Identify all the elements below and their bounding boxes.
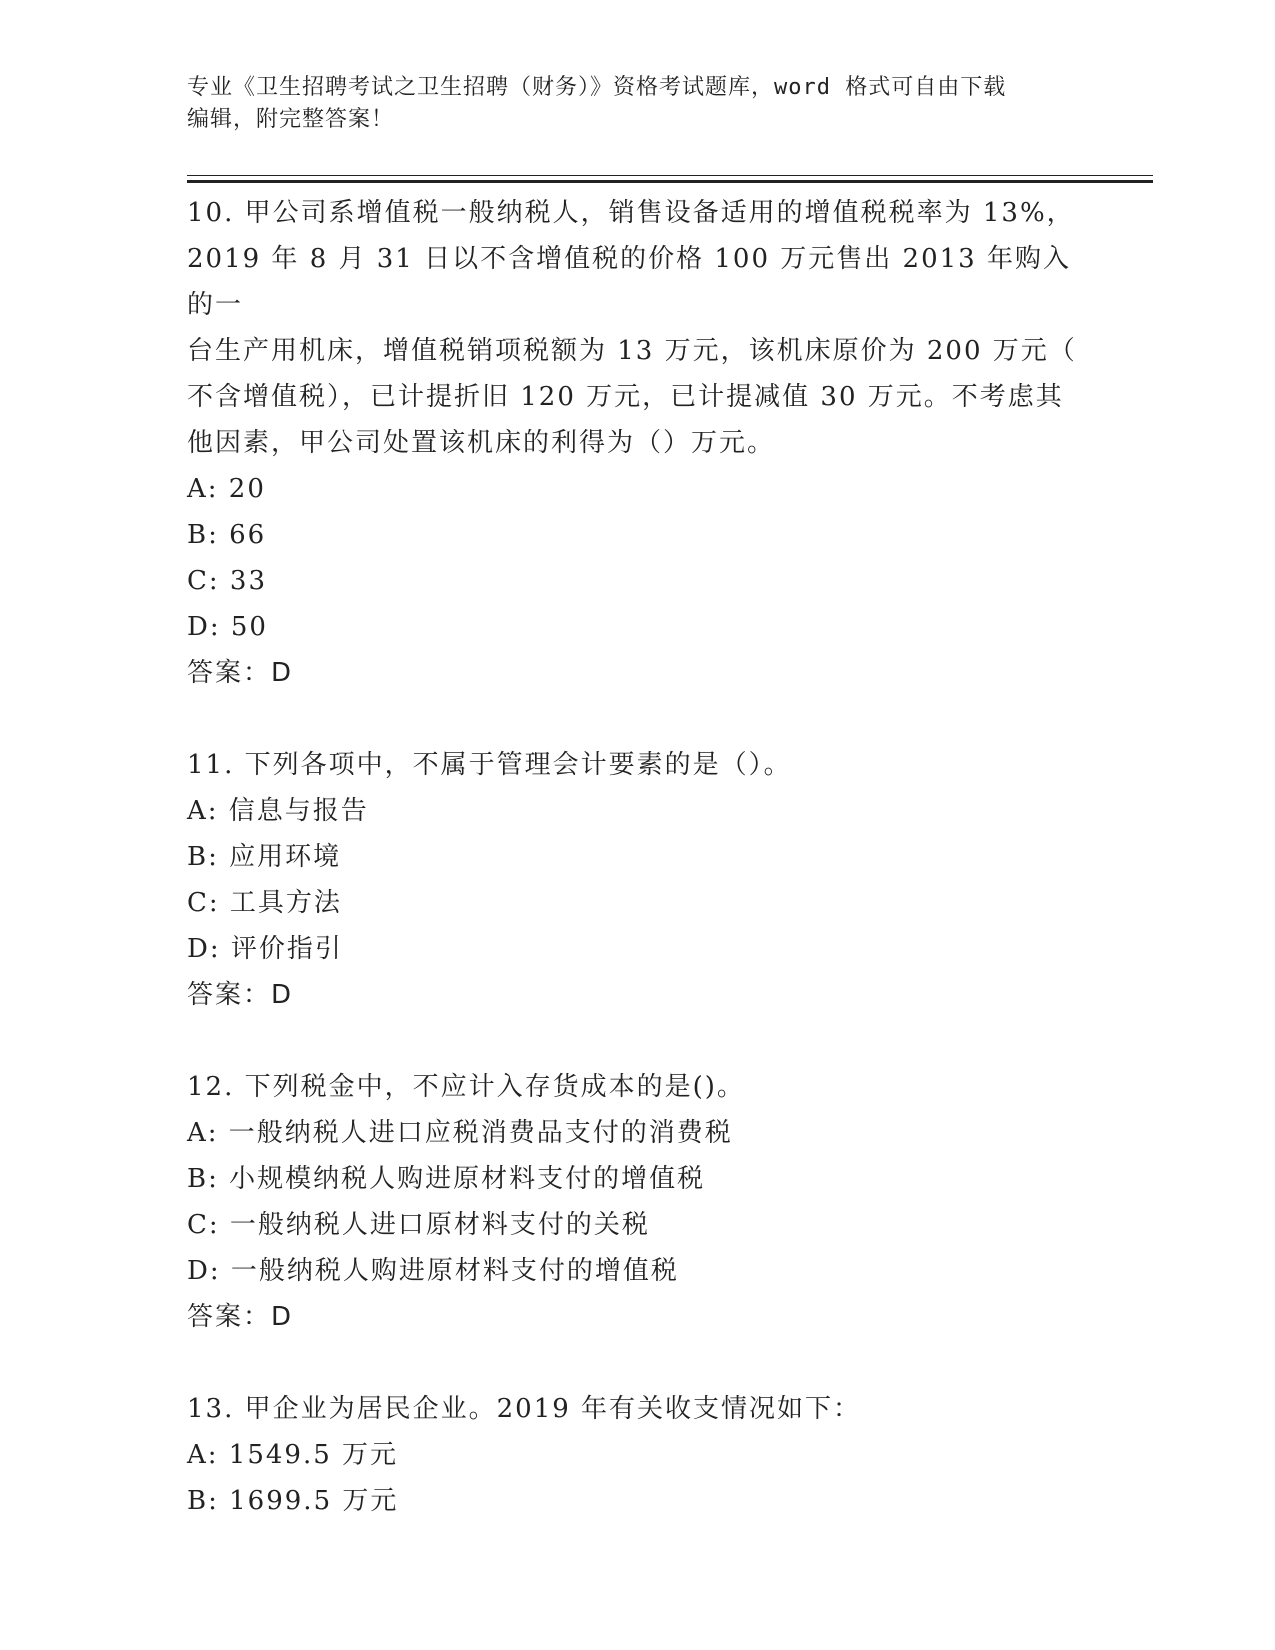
answer-line: 答案：D [187,980,294,1010]
option-c: C: 一般纳税人进口原材料支付的关税 [187,1210,650,1240]
question-stem-line: 12. 下列税金中，不应计入存货成本的是()。 [187,1072,745,1102]
question-13 [187,1386,1077,1524]
option-b: B: 小规模纳税人购进原材料支付的增值税 [187,1164,706,1194]
option-a: A: 20 [187,474,266,504]
option-a: A: 信息与报告 [187,796,369,826]
header-rule-thin [187,175,1153,176]
option-c: C: 33 [187,566,268,596]
option-d: D: 50 [187,612,268,642]
question-stem-line: 不含增值税），已计提折旧 120 万元，已计提减值 30 万元。不考虑其 [187,382,1064,412]
question-spacer [187,1340,1077,1386]
question-stem-line: 13. 甲企业为居民企业。2019 年有关收支情况如下： [187,1394,862,1424]
question-12 [187,1064,1077,1340]
question-10 [187,190,1077,696]
option-c: C: 工具方法 [187,888,342,918]
option-b: B: 66 [187,520,267,550]
header-rule-thick [187,180,1153,183]
question-stem-line: 他因素，甲公司处置该机床的利得为（）万元。 [187,428,776,458]
header-line-2: 编辑，附完整答案！ [187,107,395,132]
question-stem-line: 10. 甲公司系增值税一般纳税人，销售设备适用的增值税税率为 13%， [187,198,1075,228]
answer-line: 答案：D [187,658,294,688]
option-d: D: 评价指引 [187,934,343,964]
answer-line: 答案：D [187,1302,294,1332]
document-header [187,72,1067,136]
question-spacer [187,1018,1077,1064]
header-line-1: 专业《卫生招聘考试之卫生招聘（财务）》资格考试题库，word 格式可自由下载 [187,75,1007,100]
option-d: D: 一般纳税人购进原材料支付的增值税 [187,1256,679,1286]
option-a: A: 一般纳税人进口应税消费品支付的消费税 [187,1118,733,1148]
option-b: B: 1699.5 万元 [187,1486,399,1516]
question-stem-line: 2019 年 8 月 31 日以不含增值税的价格 100 万元售出 2013 年购入的一 [187,244,1071,320]
question-11 [187,742,1077,1018]
question-stem-line: 11. 下列各项中，不属于管理会计要素的是（）。 [187,750,792,780]
option-a: A: 1549.5 万元 [187,1440,399,1470]
option-b: B: 应用环境 [187,842,342,872]
question-list [187,190,1077,1524]
question-stem-line: 台生产用机床，增值税销项税额为 13 万元，该机床原价为 200 万元（ [187,336,1077,366]
question-spacer [187,696,1077,742]
